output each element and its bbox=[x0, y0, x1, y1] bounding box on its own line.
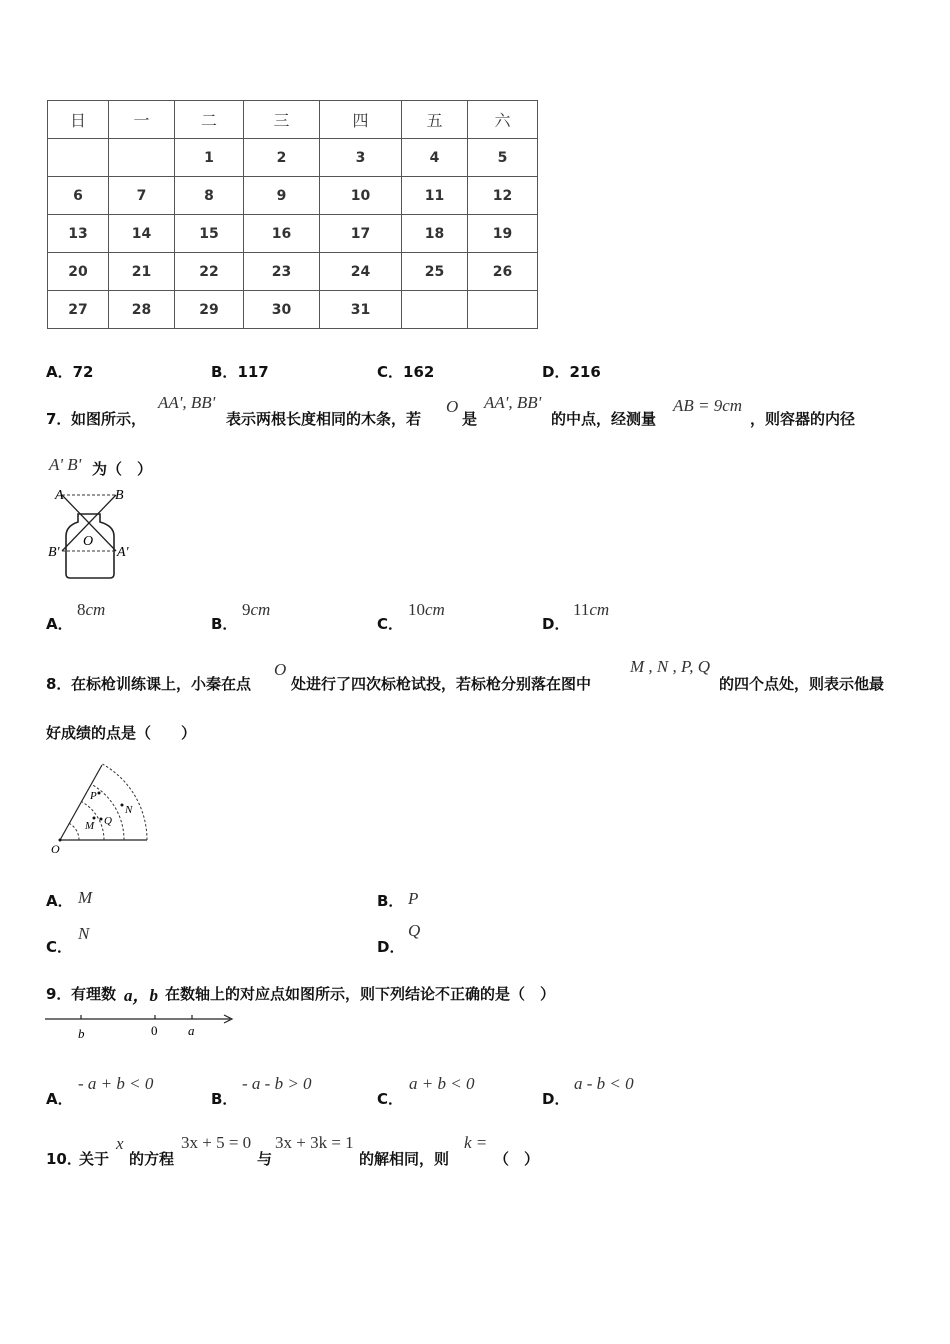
q7-text: 是 bbox=[462, 410, 478, 428]
q10-text: （ ） bbox=[494, 1150, 540, 1168]
q7-option-d-value: 11cm bbox=[573, 600, 610, 619]
q8-option-b-value: P bbox=[408, 889, 419, 908]
q8-option-d-value: Q bbox=[408, 921, 421, 940]
q9-text: 在数轴上的对应点如图所示，则下列结论不正确的是（ ） bbox=[165, 985, 556, 1003]
calendar-cell: 7 bbox=[109, 177, 175, 215]
q8-text: 在标枪训练课上，小秦在点 bbox=[71, 675, 252, 693]
q9-option-a-value: - a + b < 0 bbox=[78, 1074, 154, 1093]
q10-math: x bbox=[116, 1134, 124, 1153]
q10-number: 10． bbox=[46, 1150, 82, 1168]
calendar-cell: 24 bbox=[320, 253, 402, 291]
q6-option-d[interactable]: D．216 bbox=[542, 363, 601, 381]
q9-option-a-letter[interactable]: A． bbox=[46, 1090, 73, 1108]
q8-option-c-letter[interactable]: C． bbox=[46, 938, 73, 956]
q8-option-a-value: M bbox=[78, 888, 93, 907]
calendar-row bbox=[48, 139, 538, 177]
q9-option-b-letter[interactable]: B． bbox=[211, 1090, 238, 1108]
label-b-prime: B' bbox=[48, 545, 60, 560]
q6-option-a[interactable]: A．72 bbox=[46, 363, 94, 381]
calendar-cell: 15 bbox=[175, 215, 244, 253]
calendar-cell: 25 bbox=[402, 253, 468, 291]
q7-math: AA', BB' bbox=[484, 393, 542, 412]
calendar-cell: 31 bbox=[320, 291, 402, 329]
label-o: O bbox=[51, 842, 60, 856]
label-a: a bbox=[188, 1023, 195, 1038]
q7-text: 为（ ） bbox=[92, 460, 153, 478]
q7-option-b-value: 9cm bbox=[242, 600, 271, 619]
calendar-cell: 11 bbox=[402, 177, 468, 215]
q9-option-c-letter[interactable]: C． bbox=[377, 1090, 404, 1108]
q10-text: 的解相同，则 bbox=[359, 1150, 450, 1168]
calendar-row bbox=[48, 291, 538, 329]
q7-option-a-value: 8cm bbox=[77, 600, 106, 619]
calendar-cell: 3 bbox=[320, 139, 402, 177]
calendar-cell: 8 bbox=[175, 177, 244, 215]
calendar-cell: 19 bbox=[468, 215, 538, 253]
calendar-cell: 23 bbox=[244, 253, 320, 291]
point-p bbox=[98, 792, 101, 795]
calendar-cell: 1 bbox=[175, 139, 244, 177]
q10-math: 3x + 3k = 1 bbox=[275, 1133, 354, 1152]
calendar-header-cell: 三 bbox=[244, 101, 320, 139]
label-n: N bbox=[125, 804, 133, 816]
calendar-header-cell: 二 bbox=[175, 101, 244, 139]
q8-text-line2: 好成绩的点是（ ） bbox=[46, 724, 197, 742]
arc-1 bbox=[69, 823, 79, 840]
calendar-cell: 20 bbox=[48, 253, 109, 291]
q9-option-b-value: - a - b > 0 bbox=[242, 1074, 312, 1093]
calendar-cell: 6 bbox=[48, 177, 109, 215]
calendar-cell: 14 bbox=[109, 215, 175, 253]
calendar-cell: 2 bbox=[244, 139, 320, 177]
calendar-cell: 17 bbox=[320, 215, 402, 253]
calendar-cell: 5 bbox=[468, 139, 538, 177]
label-a-prime: A' bbox=[117, 545, 129, 560]
point-n bbox=[121, 804, 124, 807]
q9-option-d-value: a - b < 0 bbox=[574, 1074, 634, 1093]
q6-option-b[interactable]: B．117 bbox=[211, 363, 269, 381]
q10-text: 与 bbox=[257, 1150, 273, 1168]
calendar-cell bbox=[48, 139, 109, 177]
calendar-cell bbox=[468, 291, 538, 329]
q9-text: 有理数 bbox=[71, 985, 117, 1003]
calendar-header-cell: 四 bbox=[320, 101, 402, 139]
q7-number: 7． bbox=[46, 410, 72, 428]
q6-option-c[interactable]: C．162 bbox=[377, 363, 435, 381]
q7-math: AB = 9cm bbox=[673, 396, 743, 415]
q8-option-b-letter[interactable]: B． bbox=[377, 892, 404, 910]
point-q bbox=[100, 818, 103, 821]
calendar-header-cell: 五 bbox=[402, 101, 468, 139]
calendar-cell: 30 bbox=[244, 291, 320, 329]
calendar-cell: 13 bbox=[48, 215, 109, 253]
label-b: B bbox=[115, 488, 124, 503]
q7-option-a-letter[interactable]: A． bbox=[46, 615, 73, 633]
calendar-cell: 16 bbox=[244, 215, 320, 253]
q9-option-d-letter[interactable]: D． bbox=[542, 1090, 570, 1108]
q8-number: 8． bbox=[46, 675, 72, 693]
q7-option-c-letter[interactable]: C． bbox=[377, 615, 404, 633]
label-zero: 0 bbox=[151, 1023, 158, 1038]
q9-vars: a，b bbox=[124, 986, 158, 1005]
calendar-cell: 12 bbox=[468, 177, 538, 215]
q10-text: 关于 bbox=[79, 1150, 110, 1168]
calendar-cell bbox=[109, 139, 175, 177]
q7-text: 表示两根长度相同的木条，若 bbox=[226, 410, 422, 428]
calendar-cell: 18 bbox=[402, 215, 468, 253]
q7-option-b-letter[interactable]: B． bbox=[211, 615, 238, 633]
q7-bottle-figure bbox=[44, 484, 144, 584]
sector-side-line bbox=[60, 765, 102, 840]
q7-math: A' B' bbox=[49, 455, 82, 474]
calendar-header-row bbox=[48, 101, 538, 139]
calendar-cell: 29 bbox=[175, 291, 244, 329]
calendar-header-cell: 六 bbox=[468, 101, 538, 139]
q7-text: 如图所示， bbox=[71, 410, 147, 428]
q8-text: 的四个点处，则表示他最 bbox=[719, 675, 885, 693]
q7-math: AA', BB' bbox=[158, 393, 216, 412]
calendar-row bbox=[48, 215, 538, 253]
q8-option-d-letter[interactable]: D． bbox=[377, 938, 405, 956]
q7-option-c-value: 10cm bbox=[408, 600, 445, 619]
q8-option-c-value: N bbox=[78, 924, 90, 943]
calendar-cell: 10 bbox=[320, 177, 402, 215]
q8-option-a-letter[interactable]: A． bbox=[46, 892, 73, 910]
calendar-table bbox=[47, 100, 538, 329]
q7-math: O bbox=[446, 397, 459, 416]
q8-sector-figure bbox=[44, 760, 156, 856]
q7-option-d-letter[interactable]: D． bbox=[542, 615, 570, 633]
calendar-cell: 28 bbox=[109, 291, 175, 329]
calendar-cell: 22 bbox=[175, 253, 244, 291]
calendar-cell: 27 bbox=[48, 291, 109, 329]
q7-text: 的中点，经测量 bbox=[551, 410, 657, 428]
label-m: M bbox=[85, 820, 95, 832]
label-a: A bbox=[55, 488, 64, 503]
q9-number-line bbox=[44, 1010, 238, 1042]
label-b: b bbox=[78, 1026, 85, 1041]
label-p: P bbox=[90, 790, 97, 802]
calendar-cell: 9 bbox=[244, 177, 320, 215]
q8-text: 处进行了四次标枪试投，若标枪分别落在图中 bbox=[291, 675, 592, 693]
arc-4 bbox=[103, 764, 148, 840]
calendar-header-cell: 一 bbox=[109, 101, 175, 139]
calendar-cell bbox=[402, 291, 468, 329]
q8-math: O bbox=[274, 660, 287, 679]
q9-option-c-value: a + b < 0 bbox=[409, 1074, 475, 1093]
calendar-row bbox=[48, 177, 538, 215]
label-q: Q bbox=[104, 815, 112, 827]
calendar-cell: 26 bbox=[468, 253, 538, 291]
q10-text: 的方程 bbox=[129, 1150, 175, 1168]
q9-number: 9． bbox=[46, 985, 72, 1003]
calendar-cell: 21 bbox=[109, 253, 175, 291]
q10-math: k = bbox=[464, 1133, 488, 1152]
q7-text: ，则容器的内径 bbox=[750, 410, 856, 428]
label-o: O bbox=[83, 534, 94, 549]
calendar-header-cell: 日 bbox=[48, 101, 109, 139]
q10-math: 3x + 5 = 0 bbox=[181, 1133, 252, 1152]
q8-math: M , N , P, Q bbox=[630, 657, 710, 676]
calendar-cell: 4 bbox=[402, 139, 468, 177]
calendar-row bbox=[48, 253, 538, 291]
